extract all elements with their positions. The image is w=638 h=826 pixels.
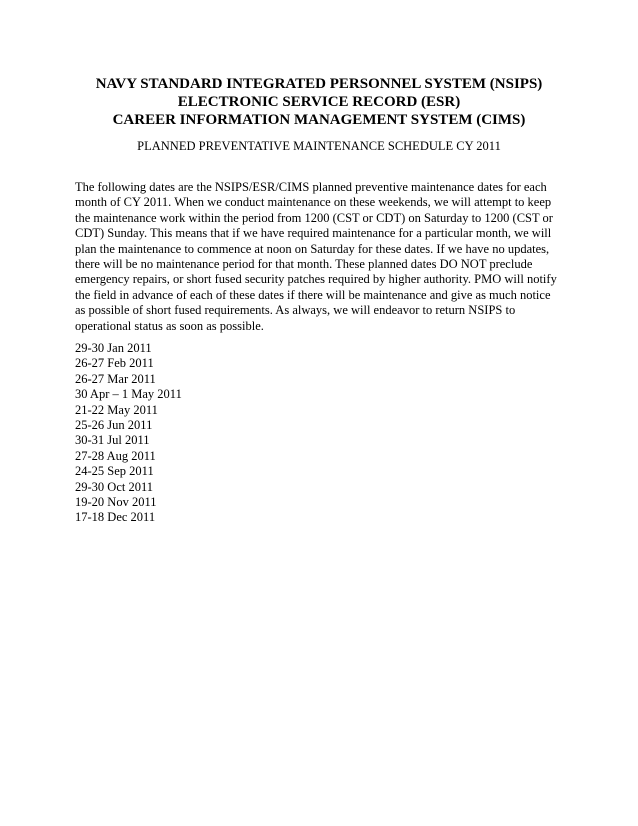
maintenance-paragraph	[75, 180, 575, 334]
paragraph-line: the field in advance of each of these dates if there will be maintenance and give as much notice	[75, 287, 551, 302]
date-item-jan: 29-30 Jan 2011	[75, 341, 152, 355]
schedule-subtitle: PLANNED PREVENTATIVE MAINTENANCE SCHEDULE CY 2011	[137, 139, 501, 153]
document-header	[0, 75, 638, 129]
date-item-aug: 27-28 Aug 2011	[75, 448, 156, 463]
date-item-mar: 26-27 Mar 2011	[75, 371, 156, 386]
header-line-esr: ELECTRONIC SERVICE RECORD (ESR)	[177, 94, 461, 110]
paragraph-line: as possible of short fused requirements. As always, we will endeavor to return NSIPS to	[75, 303, 516, 318]
paragraph-line: operational status as soon as possible.	[75, 318, 264, 333]
paragraph-line: the maintenance work within the period from 1200 (CST or CDT) on Saturday to 1200 (CST or	[75, 210, 553, 225]
header-line-system: NAVY STANDARD INTEGRATED PERSONNEL SYSTEM (NSIPS)	[95, 76, 543, 92]
date-item-apr-may: 30 Apr – 1 May 2011	[75, 387, 182, 402]
date-item-nov: 19-20 Nov 2011	[75, 495, 157, 510]
paragraph-line: The following dates are the NSIPS/ESR/CIMS planned preventive maintenance dates for each	[75, 180, 547, 194]
paragraph-line: there will be no maintenance period for that month. These planned dates DO NOT preclude	[75, 257, 533, 272]
paragraph-line: month of CY 2011. When we conduct maintenance on these weekends, we will attempt to keep	[75, 195, 552, 210]
date-item-jun: 25-26 Jun 2011	[75, 418, 153, 433]
date-item-jul: 30-31 Jul 2011	[75, 433, 150, 448]
header-line-cims: CAREER INFORMATION MANAGEMENT SYSTEM (CIMS)	[112, 112, 526, 128]
date-item-oct: 29-30 Oct 2011	[75, 479, 153, 494]
date-item-may: 21-22 May 2011	[75, 402, 158, 417]
date-item-feb: 26-27 Feb 2011	[75, 356, 154, 371]
paragraph-line: plan the maintenance to commence at noon on Saturday for these dates. If we have no updates,	[75, 241, 550, 256]
paragraph-line: CDT) Sunday. This means that if we have required maintenance for a particular month, we will	[75, 226, 552, 241]
maintenance-dates-list	[75, 341, 182, 526]
paragraph-line: emergency repairs, or short fused security patches required by higher authority. PMO will notify	[75, 272, 557, 287]
date-item-dec: 17-18 Dec 2011	[75, 510, 156, 525]
date-item-sep: 24-25 Sep 2011	[75, 464, 154, 479]
